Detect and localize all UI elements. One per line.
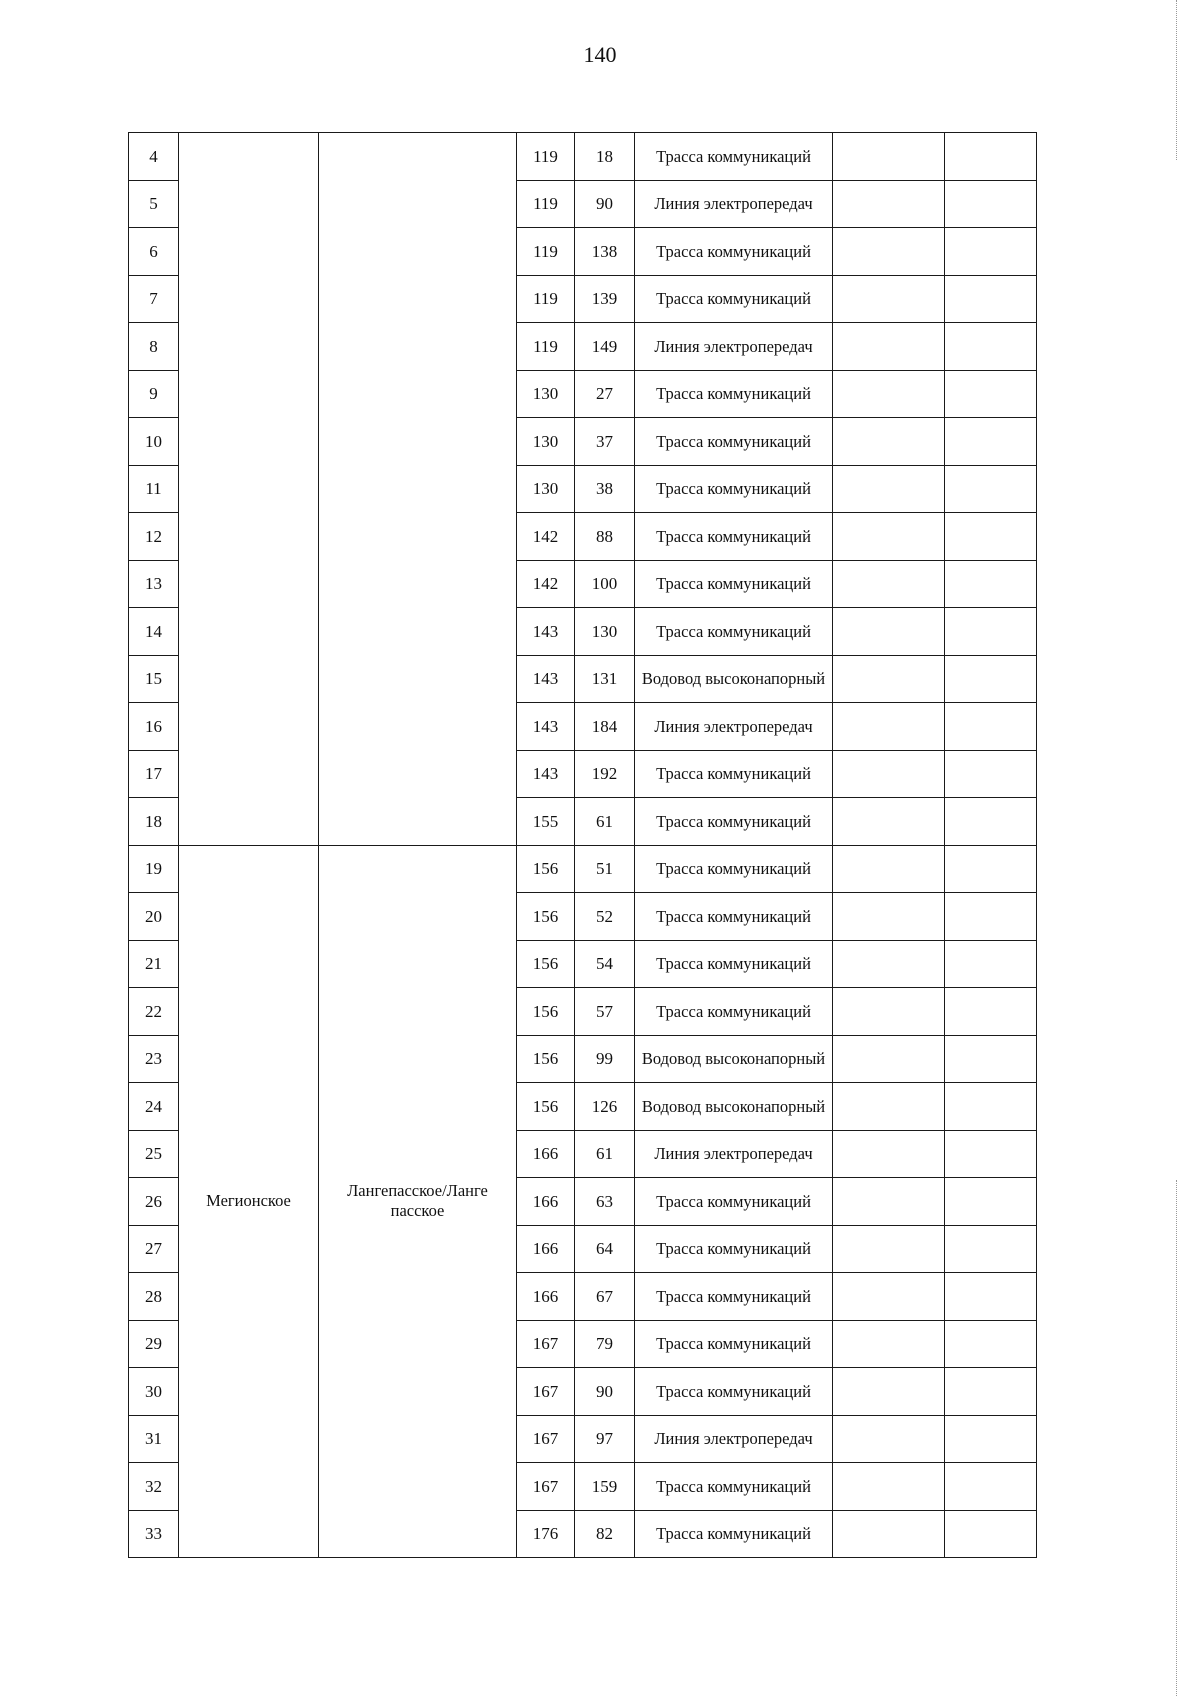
plot-number-cell: 61 [575,1130,635,1178]
block-number-cell: 167 [517,1368,575,1416]
block-number-cell: 142 [517,513,575,561]
plot-number-cell: 52 [575,893,635,941]
object-type-cell: Трасса коммуникаций [635,418,833,466]
object-type-cell: Линия электропередач [635,1415,833,1463]
empty-cell [833,1035,945,1083]
block-number-cell: 119 [517,323,575,371]
plot-number-cell: 90 [575,1368,635,1416]
object-type-cell: Трасса коммуникаций [635,988,833,1036]
page-number: 140 [583,42,617,67]
row-number-cell: 11 [129,465,179,513]
plot-number-cell: 97 [575,1415,635,1463]
empty-cell [833,1368,945,1416]
table-row [129,133,1037,181]
row-number-cell: 33 [129,1510,179,1558]
plot-number-cell: 126 [575,1083,635,1131]
empty-cell [833,370,945,418]
row-number-cell: 32 [129,1463,179,1511]
field-cell [319,133,517,846]
object-type-cell: Трасса коммуникаций [635,1273,833,1321]
empty-cell [945,1463,1037,1511]
row-number-cell: 4 [129,133,179,181]
empty-cell [833,275,945,323]
empty-cell [833,703,945,751]
empty-cell [945,703,1037,751]
empty-cell [945,180,1037,228]
empty-cell [945,1415,1037,1463]
block-number-cell: 119 [517,228,575,276]
empty-cell [833,1130,945,1178]
empty-cell [833,1225,945,1273]
object-type-cell: Трасса коммуникаций [635,750,833,798]
object-type-cell: Трасса коммуникаций [635,845,833,893]
empty-cell [945,845,1037,893]
empty-cell [945,1130,1037,1178]
row-number-cell: 14 [129,608,179,656]
plot-number-cell: 54 [575,940,635,988]
plot-number-cell: 38 [575,465,635,513]
block-number-cell: 119 [517,133,575,181]
empty-cell [833,180,945,228]
empty-cell [833,228,945,276]
plot-number-cell: 63 [575,1178,635,1226]
row-number-cell: 13 [129,560,179,608]
row-number-cell: 17 [129,750,179,798]
plot-number-cell: 90 [575,180,635,228]
plot-number-cell: 18 [575,133,635,181]
plot-number-cell: 100 [575,560,635,608]
empty-cell [945,418,1037,466]
empty-cell [833,323,945,371]
empty-cell [945,513,1037,561]
plot-number-cell: 82 [575,1510,635,1558]
plot-number-cell: 88 [575,513,635,561]
object-type-cell: Линия электропередач [635,323,833,371]
block-number-cell: 156 [517,940,575,988]
empty-cell [945,940,1037,988]
data-table [128,132,1037,1558]
empty-cell [945,608,1037,656]
block-number-cell: 156 [517,845,575,893]
row-number-cell: 9 [129,370,179,418]
block-number-cell: 143 [517,750,575,798]
plot-number-cell: 139 [575,275,635,323]
row-number-cell: 8 [129,323,179,371]
empty-cell [833,1463,945,1511]
block-number-cell: 143 [517,703,575,751]
block-number-cell: 156 [517,893,575,941]
empty-cell [833,798,945,846]
empty-cell [833,750,945,798]
plot-number-cell: 51 [575,845,635,893]
table-body [129,133,1037,1558]
row-number-cell: 20 [129,893,179,941]
block-number-cell: 130 [517,370,575,418]
empty-cell [945,1225,1037,1273]
row-number-cell: 15 [129,655,179,703]
row-number-cell: 30 [129,1368,179,1416]
object-type-cell: Трасса коммуникаций [635,465,833,513]
empty-cell [833,988,945,1036]
row-number-cell: 24 [129,1083,179,1131]
object-type-cell: Трасса коммуникаций [635,940,833,988]
scan-edge-mark [1176,1180,1178,1696]
plot-number-cell: 37 [575,418,635,466]
block-number-cell: 167 [517,1320,575,1368]
object-type-cell: Трасса коммуникаций [635,133,833,181]
empty-cell [945,1510,1037,1558]
empty-cell [945,655,1037,703]
block-number-cell: 166 [517,1130,575,1178]
empty-cell [833,513,945,561]
block-number-cell: 155 [517,798,575,846]
plot-number-cell: 192 [575,750,635,798]
empty-cell [945,1083,1037,1131]
plot-number-cell: 64 [575,1225,635,1273]
block-number-cell: 167 [517,1415,575,1463]
object-type-cell: Трасса коммуникаций [635,1225,833,1273]
empty-cell [945,1273,1037,1321]
row-number-cell: 16 [129,703,179,751]
empty-cell [833,845,945,893]
empty-cell [945,1178,1037,1226]
empty-cell [833,940,945,988]
empty-cell [833,465,945,513]
plot-number-cell: 79 [575,1320,635,1368]
object-type-cell: Трасса коммуникаций [635,1510,833,1558]
empty-cell [833,1415,945,1463]
row-number-cell: 19 [129,845,179,893]
object-type-cell: Линия электропередач [635,1130,833,1178]
row-number-cell: 25 [129,1130,179,1178]
empty-cell [833,1178,945,1226]
block-number-cell: 166 [517,1225,575,1273]
empty-cell [833,418,945,466]
empty-cell [945,750,1037,798]
empty-cell [833,1083,945,1131]
plot-number-cell: 184 [575,703,635,751]
block-number-cell: 143 [517,655,575,703]
row-number-cell: 29 [129,1320,179,1368]
object-type-cell: Трасса коммуникаций [635,1178,833,1226]
object-type-cell: Трасса коммуникаций [635,1368,833,1416]
empty-cell [945,1035,1037,1083]
empty-cell [945,133,1037,181]
plot-number-cell: 131 [575,655,635,703]
object-type-cell: Линия электропередач [635,703,833,751]
object-type-cell: Трасса коммуникаций [635,513,833,561]
block-number-cell: 167 [517,1463,575,1511]
object-type-cell: Трасса коммуникаций [635,798,833,846]
object-type-cell: Водовод высоконапорный [635,1083,833,1131]
object-type-cell: Трасса коммуникаций [635,893,833,941]
block-number-cell: 166 [517,1178,575,1226]
object-type-cell: Трасса коммуникаций [635,560,833,608]
row-number-cell: 6 [129,228,179,276]
block-number-cell: 143 [517,608,575,656]
block-number-cell: 166 [517,1273,575,1321]
plot-number-cell: 57 [575,988,635,1036]
empty-cell [833,655,945,703]
object-type-cell: Трасса коммуникаций [635,275,833,323]
empty-cell [833,1510,945,1558]
empty-cell [945,275,1037,323]
empty-cell [833,608,945,656]
empty-cell [945,370,1037,418]
empty-cell [833,560,945,608]
row-number-cell: 23 [129,1035,179,1083]
block-number-cell: 156 [517,1035,575,1083]
row-number-cell: 18 [129,798,179,846]
district-cell [179,133,319,846]
object-type-cell: Трасса коммуникаций [635,1463,833,1511]
empty-cell [945,323,1037,371]
row-number-cell: 12 [129,513,179,561]
plot-number-cell: 130 [575,608,635,656]
row-number-cell: 5 [129,180,179,228]
plot-number-cell: 149 [575,323,635,371]
empty-cell [945,465,1037,513]
object-type-cell: Линия электропередач [635,180,833,228]
row-number-cell: 31 [129,1415,179,1463]
block-number-cell: 142 [517,560,575,608]
plot-number-cell: 61 [575,798,635,846]
empty-cell [945,1368,1037,1416]
block-number-cell: 130 [517,465,575,513]
field-cell: Лангепасское/Ланге пасское [319,845,517,1558]
district-cell: Мегионское [179,845,319,1558]
plot-number-cell: 67 [575,1273,635,1321]
row-number-cell: 26 [129,1178,179,1226]
block-number-cell: 156 [517,1083,575,1131]
row-number-cell: 28 [129,1273,179,1321]
empty-cell [833,1320,945,1368]
empty-cell [945,988,1037,1036]
row-number-cell: 21 [129,940,179,988]
empty-cell [833,1273,945,1321]
empty-cell [945,228,1037,276]
plot-number-cell: 138 [575,228,635,276]
object-type-cell: Водовод высоконапорный [635,655,833,703]
table-row [129,845,1037,893]
empty-cell [945,893,1037,941]
empty-cell [945,798,1037,846]
object-type-cell: Трасса коммуникаций [635,228,833,276]
block-number-cell: 130 [517,418,575,466]
row-number-cell: 7 [129,275,179,323]
block-number-cell: 119 [517,275,575,323]
object-type-cell: Трасса коммуникаций [635,1320,833,1368]
row-number-cell: 22 [129,988,179,1036]
block-number-cell: 156 [517,988,575,1036]
row-number-cell: 10 [129,418,179,466]
empty-cell [833,893,945,941]
object-type-cell: Трасса коммуникаций [635,608,833,656]
scan-edge-mark [1176,0,1178,160]
block-number-cell: 119 [517,180,575,228]
empty-cell [945,560,1037,608]
object-type-cell: Водовод высоконапорный [635,1035,833,1083]
empty-cell [833,133,945,181]
block-number-cell: 176 [517,1510,575,1558]
plot-number-cell: 27 [575,370,635,418]
plot-number-cell: 159 [575,1463,635,1511]
empty-cell [945,1320,1037,1368]
row-number-cell: 27 [129,1225,179,1273]
plot-number-cell: 99 [575,1035,635,1083]
object-type-cell: Трасса коммуникаций [635,370,833,418]
